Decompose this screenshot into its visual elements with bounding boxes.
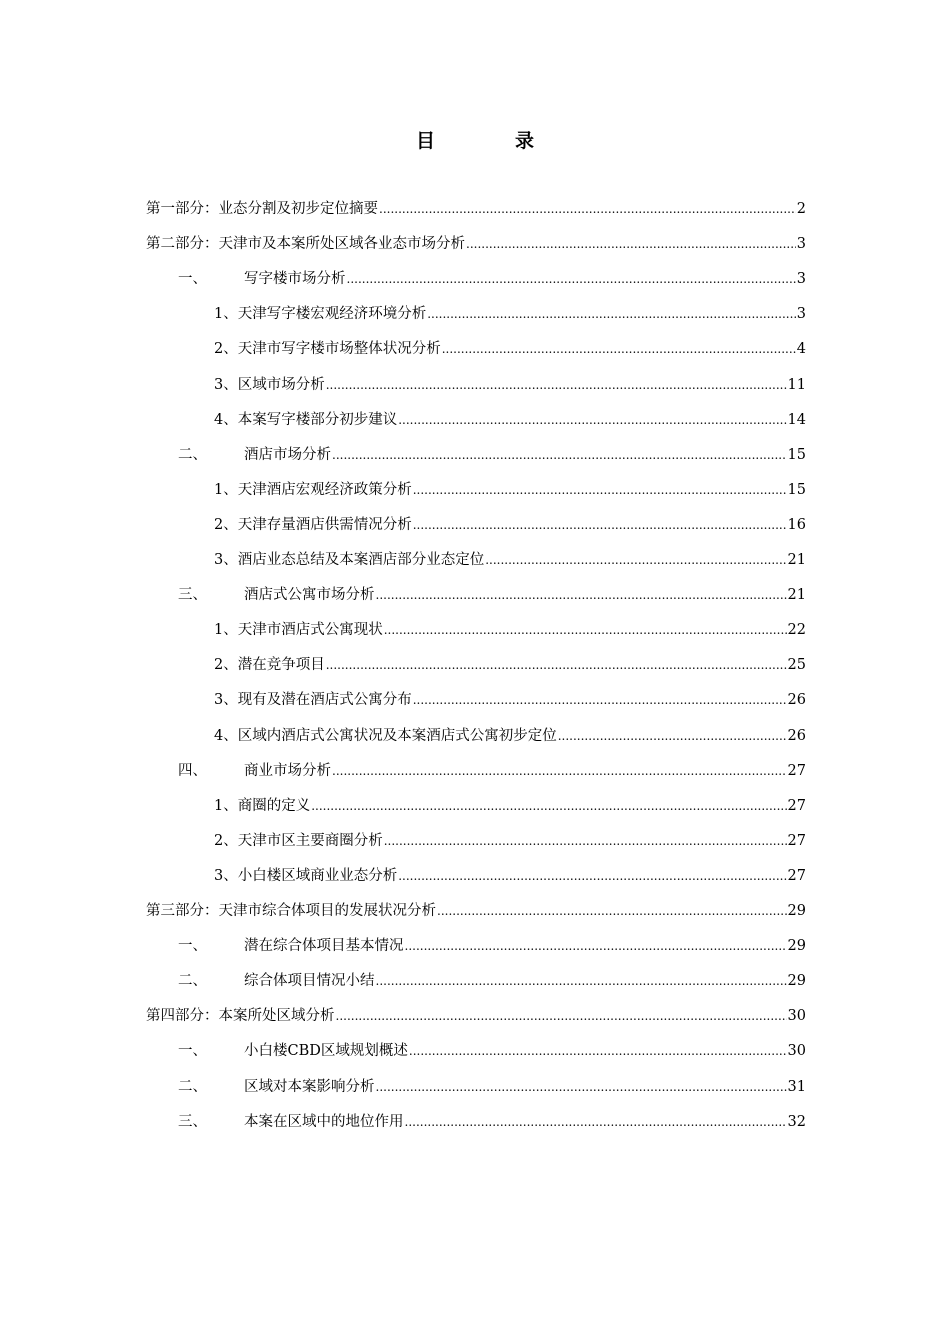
toc-entry-text: 写字楼市场分析 (244, 271, 346, 288)
toc-entry-number: 二、 (178, 1078, 207, 1095)
toc-entry[interactable] (178, 964, 806, 999)
toc-entry[interactable] (214, 648, 806, 683)
toc-entry-text: 商业市场分析 (244, 762, 331, 779)
toc-entry-label (214, 368, 325, 403)
toc-page-number: 27 (787, 832, 806, 849)
toc-page-number: 2 (796, 201, 806, 217)
toc-dot-leader (485, 543, 786, 578)
toc-page-number: 22 (787, 622, 806, 639)
toc-dot-leader (405, 929, 787, 964)
toc-dot-leader (376, 578, 787, 613)
toc-entry-label (214, 543, 484, 578)
toc-dot-leader (413, 508, 787, 543)
toc-entry-label (214, 403, 397, 438)
toc-entry-label (214, 297, 426, 332)
toc-entry[interactable] (178, 1105, 806, 1140)
toc-entry-number: 四、 (178, 762, 207, 779)
toc-entry-text: 第四部分：本案所处区域分析 (146, 1008, 335, 1025)
toc-entry-number: 二、 (178, 446, 207, 463)
toc-entry-text: 3、区域市场分析 (214, 376, 325, 393)
toc-dot-leader (437, 894, 787, 929)
document-title (0, 126, 950, 153)
toc-entry-text: 1、商圈的定义 (214, 797, 311, 814)
toc-entry[interactable] (178, 929, 806, 964)
toc-entry[interactable] (214, 683, 806, 718)
toc-entry-label (214, 508, 412, 543)
toc-entry[interactable] (146, 999, 806, 1034)
toc-entry-text: 2、天津市写字楼市场整体状况分析 (214, 341, 441, 358)
toc-dot-leader (376, 1070, 787, 1105)
toc-dot-leader (398, 859, 786, 894)
toc-dot-leader (413, 473, 787, 508)
toc-entry-text: 第三部分：天津市综合体项目的发展状况分析 (146, 903, 436, 919)
toc-entry-label (178, 1070, 375, 1105)
toc-entry-text: 4、区域内酒店式公寓状况及本案酒店式公寓初步定位 (214, 727, 557, 744)
toc-entry-text: 综合体项目情况小结 (244, 973, 375, 990)
toc-entry-label (178, 929, 404, 964)
toc-dot-leader (442, 332, 796, 367)
toc-dot-leader (332, 754, 787, 789)
toc-entry-label (146, 999, 335, 1034)
toc-entry[interactable] (146, 894, 806, 929)
toc-entry-text: 酒店市场分析 (244, 446, 331, 463)
toc-entry-label (214, 613, 383, 648)
toc-dot-leader (466, 227, 796, 262)
toc-dot-leader (332, 438, 787, 473)
title-part-1: 目 (415, 130, 435, 152)
toc-entry-label (214, 719, 557, 754)
toc-dot-leader (384, 613, 787, 648)
toc-entry[interactable] (214, 613, 806, 648)
toc-page-number: 16 (787, 516, 806, 533)
toc-entry[interactable] (146, 227, 806, 262)
toc-entry-text: 2、潜在竞争项目 (214, 657, 325, 674)
toc-dot-leader (311, 789, 786, 824)
toc-entry[interactable] (146, 192, 806, 227)
toc-entry[interactable] (214, 543, 806, 578)
toc-dot-leader (379, 192, 796, 227)
toc-dot-leader (336, 999, 787, 1034)
toc-page-number: 27 (787, 797, 806, 814)
toc-entry[interactable] (214, 403, 806, 438)
toc-page-number: 29 (787, 973, 806, 990)
toc-entry[interactable] (178, 262, 806, 297)
toc-entry[interactable] (178, 754, 806, 789)
toc-entry-text: 3、酒店业态总结及本案酒店部分业态定位 (214, 552, 485, 568)
toc-page-number: 31 (787, 1078, 806, 1095)
toc-dot-leader (376, 964, 787, 999)
toc-page-number: 30 (787, 1008, 806, 1025)
toc-entry-label (214, 683, 412, 718)
toc-entry-label (214, 824, 383, 859)
toc-entry-text: 区域对本案影响分析 (244, 1078, 375, 1095)
toc-page-number: 11 (787, 376, 806, 393)
toc-dot-leader (558, 719, 787, 754)
toc-entry[interactable] (214, 824, 806, 859)
toc-entry[interactable] (214, 508, 806, 543)
toc-entry[interactable] (178, 578, 806, 613)
toc-page-number: 30 (787, 1043, 806, 1060)
toc-entry-label (214, 859, 397, 894)
toc-page-number: 25 (787, 657, 806, 674)
toc-entry-label (178, 262, 346, 297)
toc-dot-leader (409, 1034, 787, 1069)
toc-entry-text: 1、天津写字楼宏观经济环境分析 (214, 306, 427, 323)
toc-entry-label (178, 1105, 404, 1140)
toc-page-number: 15 (787, 481, 806, 498)
title-part-2: 录 (515, 130, 535, 152)
toc-page-number: 4 (796, 341, 806, 358)
toc-entry-text: 潜在综合体项目基本情况 (244, 938, 404, 955)
toc-page-number: 21 (787, 587, 806, 604)
toc-entry-number: 一、 (178, 1043, 207, 1060)
toc-entry-text: 小白楼CBD区域规划概述 (244, 1043, 408, 1060)
toc-entry[interactable] (214, 859, 806, 894)
toc-entry-label (178, 964, 375, 999)
toc-entry-text: 1、天津酒店宏观经济政策分析 (214, 481, 412, 498)
toc-entry-label (178, 438, 331, 473)
toc-entry[interactable] (214, 297, 806, 332)
toc-page-number: 3 (796, 271, 806, 288)
toc-entry-text: 第一部分：业态分割及初步定位摘要 (146, 201, 378, 217)
toc-dot-leader (398, 403, 786, 438)
toc-dot-leader (405, 1105, 787, 1140)
toc-dot-leader (326, 368, 787, 403)
toc-dot-leader (413, 683, 787, 718)
toc-page-number: 27 (787, 867, 806, 884)
toc-page-number: 3 (796, 236, 806, 253)
toc-entry[interactable] (178, 438, 806, 473)
toc-entry-label (178, 754, 331, 789)
toc-entry[interactable] (178, 1034, 806, 1069)
toc-entry-number: 一、 (178, 938, 207, 955)
toc-entry-text: 2、天津市区主要商圈分析 (214, 832, 383, 849)
toc-entry-label (214, 648, 325, 683)
toc-entry-number: 三、 (178, 587, 207, 604)
toc-entry-text: 4、本案写字楼部分初步建议 (214, 411, 398, 428)
toc-entry-text: 酒店式公寓市场分析 (244, 587, 375, 604)
toc-page-number: 15 (787, 446, 806, 463)
toc-entry[interactable] (214, 368, 806, 403)
toc-entry-number: 三、 (178, 1113, 207, 1130)
toc-entry-number: 二、 (178, 973, 207, 990)
toc-entry-text: 1、天津市酒店式公寓现状 (214, 622, 383, 639)
toc-entry-label (146, 227, 465, 262)
toc-entry-label (214, 473, 412, 508)
toc-page-number: 3 (796, 306, 806, 323)
toc-page-number: 26 (787, 727, 806, 744)
toc-page-number: 29 (787, 938, 806, 955)
toc-entry-text: 3、现有及潜在酒店式公寓分布 (214, 692, 412, 709)
toc-dot-leader (427, 297, 796, 332)
toc-entry-text: 第二部分：天津市及本案所处区域各业态市场分析 (146, 236, 465, 253)
toc-entry[interactable] (214, 473, 806, 508)
toc-entry-label (214, 789, 310, 824)
toc-entry-label (178, 578, 375, 613)
toc-entry[interactable] (178, 1070, 806, 1105)
toc-page-number: 14 (787, 411, 806, 428)
toc-entry-text: 本案在区域中的地位作用 (244, 1113, 404, 1130)
toc-page-number: 21 (787, 552, 806, 568)
toc-entry-label (178, 1034, 408, 1069)
toc-dot-leader (347, 262, 796, 297)
toc-entry[interactable] (214, 332, 806, 367)
toc-page-number: 26 (787, 692, 806, 709)
toc-entry-number: 一、 (178, 271, 207, 288)
toc-entry-label (214, 332, 441, 367)
toc-dot-leader (326, 648, 787, 683)
toc-entry-text: 2、天津存量酒店供需情况分析 (214, 516, 412, 533)
toc-entry[interactable] (214, 789, 806, 824)
toc-entry-label (146, 192, 378, 227)
toc-dot-leader (384, 824, 787, 859)
toc-entry-label (146, 894, 436, 929)
toc-entry-text: 3、小白楼区域商业业态分析 (214, 867, 398, 884)
toc-page-number: 32 (787, 1113, 806, 1130)
toc-page-number: 27 (787, 762, 806, 779)
toc-entry[interactable] (214, 719, 806, 754)
toc-page-number: 29 (787, 903, 806, 919)
